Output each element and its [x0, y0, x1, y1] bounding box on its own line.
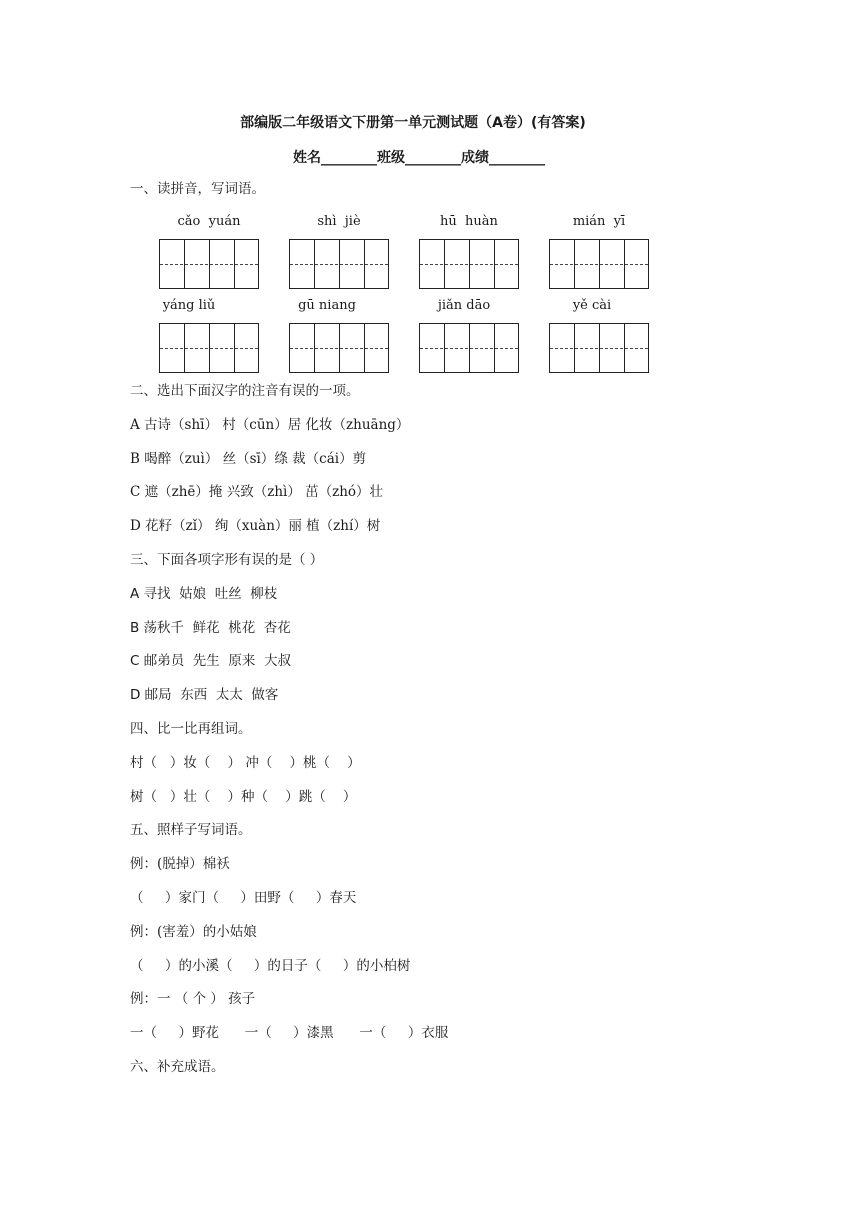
writing-grid[interactable] [159, 323, 259, 373]
example-line: 例：(害羞）的小姑娘 [130, 924, 257, 940]
section4-heading: 四、比一比再组词。 [130, 721, 252, 737]
example-line: 例：一 （ 个 ） 孩子 [130, 991, 256, 1007]
writing-grid[interactable] [159, 239, 259, 289]
option-a: A 寻找 姑娘 吐丝 柳枝 [130, 586, 278, 602]
writing-grid[interactable] [549, 239, 649, 289]
writing-grid[interactable] [419, 323, 519, 373]
section6-heading: 六、补充成语。 [130, 1059, 225, 1075]
section2-heading: 二、选出下面汉字的注音有误的一项。 [130, 383, 360, 399]
option-d: D 花籽（zǐ） 绚（xuàn）丽 植（zhí）树 [130, 518, 381, 534]
option-b: B 喝醉（zuì） 丝（sī）绦 裁（cái）剪 [130, 451, 367, 467]
section3-heading: 三、下面各项字形有误的是（ ） [130, 552, 324, 568]
pinyin-label: gū niang [298, 298, 356, 313]
pinyin-label: cǎo yuán [177, 214, 241, 229]
option-d: D 邮局 东西 太太 做客 [130, 687, 279, 703]
fill-line: （ ）的小溪（ ）的日子（ ）的小柏树 [130, 958, 411, 974]
pinyin-label: jiǎn dāo [437, 298, 491, 313]
fill-line: （ ）家门（ ）田野（ ）春天 [130, 890, 357, 906]
example-line: 例：(脱掉）棉袄 [130, 856, 230, 872]
pinyin-label: shì jiè [317, 214, 361, 229]
pinyin-label: mián yī [572, 214, 626, 229]
option-b: B 荡秋千 鲜花 桃花 杏花 [130, 620, 291, 636]
compare-line: 树（ ）壮（ ）种（ ）跳（ ） [130, 789, 357, 805]
option-a: A 古诗（shī） 村（cūn）居 化妆（zhuāng） [130, 417, 410, 433]
student-info-line: 姓名________班级________成绩________ [293, 150, 545, 166]
fill-line: 一（ ）野花 一（ ）漆黑 一（ ）衣服 [130, 1025, 449, 1041]
option-c: C 遮（zhē）掩 兴致（zhì） 茁（zhó）壮 [130, 484, 384, 500]
section5-heading: 五、照样子写词语。 [130, 822, 252, 838]
writing-grid[interactable] [289, 323, 389, 373]
option-c: C 邮弟员 先生 原来 大叔 [130, 653, 291, 669]
pinyin-label: yě cài [572, 298, 612, 313]
writing-grid[interactable] [549, 323, 649, 373]
compare-line: 村（ ）妆（ ） 冲（ ）桃（ ） [130, 755, 361, 771]
pinyin-label: yáng liǔ [162, 298, 216, 313]
writing-grid[interactable] [419, 239, 519, 289]
pinyin-label: hū huàn [440, 214, 498, 229]
section1-heading: 一、读拼音，写词语。 [130, 181, 265, 197]
page-title: 部编版二年级语文下册第一单元测试题（A卷）(有答案) [240, 115, 586, 131]
writing-grid[interactable] [289, 239, 389, 289]
